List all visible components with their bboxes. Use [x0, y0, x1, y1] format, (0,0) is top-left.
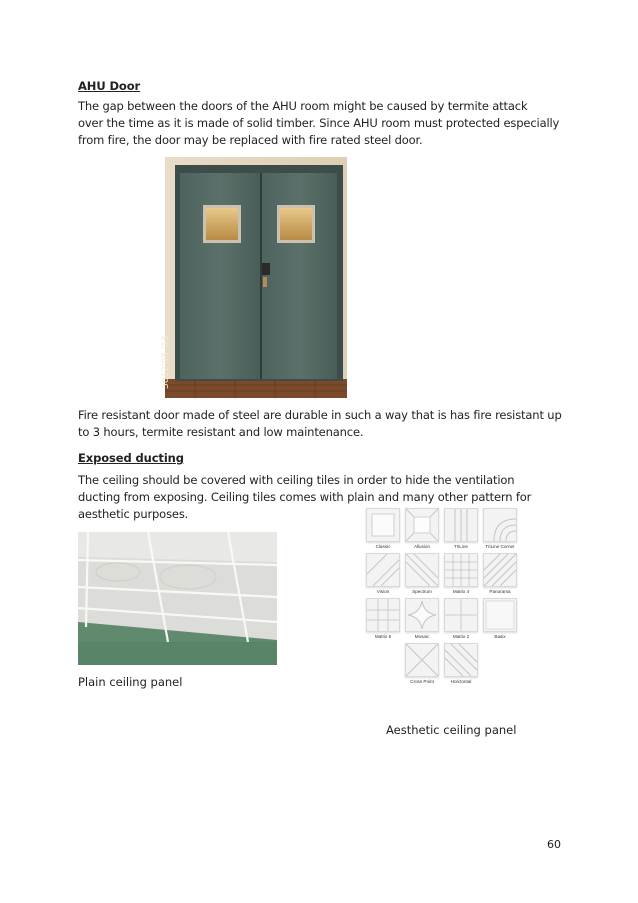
tile-vision	[365, 553, 401, 597]
tile-matrix-2	[443, 598, 479, 642]
tile-label: Matrix 4	[452, 589, 470, 594]
paragraph-line: from fire, the door may be replaced with fire rated steel door.	[78, 133, 423, 147]
tile-label: Matrix 2	[452, 634, 470, 639]
tile-label: Spectrum	[412, 589, 432, 594]
tile-label: Vision	[376, 589, 390, 594]
triline-tile-pattern-icon	[445, 509, 477, 541]
tile-label: TriLine	[454, 544, 468, 549]
plain-ceiling-photo	[78, 532, 277, 665]
classic-tile-pattern-icon	[367, 509, 399, 541]
matrix-4-tile-pattern-icon	[445, 554, 477, 586]
tile-panorama	[482, 553, 518, 597]
tile-mosaic	[404, 598, 440, 642]
steel-door-photo	[161, 157, 347, 398]
tile-spectrum	[404, 553, 440, 597]
tile-basix	[482, 598, 518, 642]
spectrum-tile-pattern-icon	[406, 554, 438, 586]
ahu-paragraph	[78, 98, 578, 149]
cross-point-tile-pattern-icon	[406, 644, 438, 676]
tile-label: Cross Point	[410, 679, 434, 684]
triline-corner-tile-pattern-icon	[484, 509, 516, 541]
tile-label: TriLine Corner	[485, 544, 515, 549]
vision-tile-pattern-icon	[367, 554, 399, 586]
panorama-tile-pattern-icon	[484, 554, 516, 586]
paragraph-line: The ceiling should be covered with ceiling tiles in order to hide the ventilation	[78, 473, 515, 487]
ceiling-tile-catalogue	[360, 508, 520, 688]
tile-label: Panorama	[489, 589, 511, 594]
paragraph-line: ducting from exposing. Ceiling tiles comes with plain and many other pattern for	[78, 490, 532, 504]
steel-door-illustration	[161, 157, 347, 398]
matrix-2-tile-pattern-icon	[445, 599, 477, 631]
aesthetic-ceiling-caption: Aesthetic ceiling panel	[386, 723, 517, 737]
tile-allusion	[404, 508, 440, 552]
plain-ceiling-caption: Plain ceiling panel	[78, 675, 183, 689]
paragraph-line: aesthetic purposes.	[78, 507, 189, 521]
tile-cross-point	[404, 643, 440, 687]
mosaic-tile-pattern-icon	[406, 599, 438, 631]
page-number: 60	[547, 838, 561, 851]
horizontal-tile-pattern-icon	[445, 644, 477, 676]
photo-date-stamp: 3012'08 '13	[161, 335, 171, 389]
tile-classic	[365, 508, 401, 552]
basix-tile-pattern-icon	[484, 599, 516, 631]
plain-ceiling-illustration	[78, 532, 277, 665]
tile-horizontal	[443, 643, 479, 687]
matrix-6-tile-pattern-icon	[367, 599, 399, 631]
allusion-tile-pattern-icon	[406, 509, 438, 541]
tile-label: Matrix 6	[374, 634, 392, 639]
tile-triline-corner	[482, 508, 518, 552]
tile-label: Allusion	[413, 544, 431, 549]
tile-label: Basix	[494, 634, 506, 639]
paragraph-line: Fire resistant door made of steel are durable in such a way that is has fire resistant up	[78, 408, 562, 422]
steel-door-description	[78, 407, 578, 441]
tile-matrix-6	[365, 598, 401, 642]
paragraph-line: over the time as it is made of solid timber. Since AHU room must protected especially	[78, 116, 560, 130]
tile-triline	[443, 508, 479, 552]
tile-label: Horizontal	[450, 679, 472, 684]
paragraph-line: The gap between the doors of the AHU room might be caused by termite attack	[78, 99, 528, 113]
tile-matrix-4	[443, 553, 479, 597]
tile-label: Classic	[375, 544, 391, 549]
tile-label: Mosaic	[414, 634, 430, 639]
paragraph-line: to 3 hours, termite resistant and low maintenance.	[78, 425, 364, 439]
section-heading-exposed-ducting: Exposed ducting	[78, 451, 184, 465]
section-heading-ahu-door: AHU Door	[78, 79, 141, 93]
